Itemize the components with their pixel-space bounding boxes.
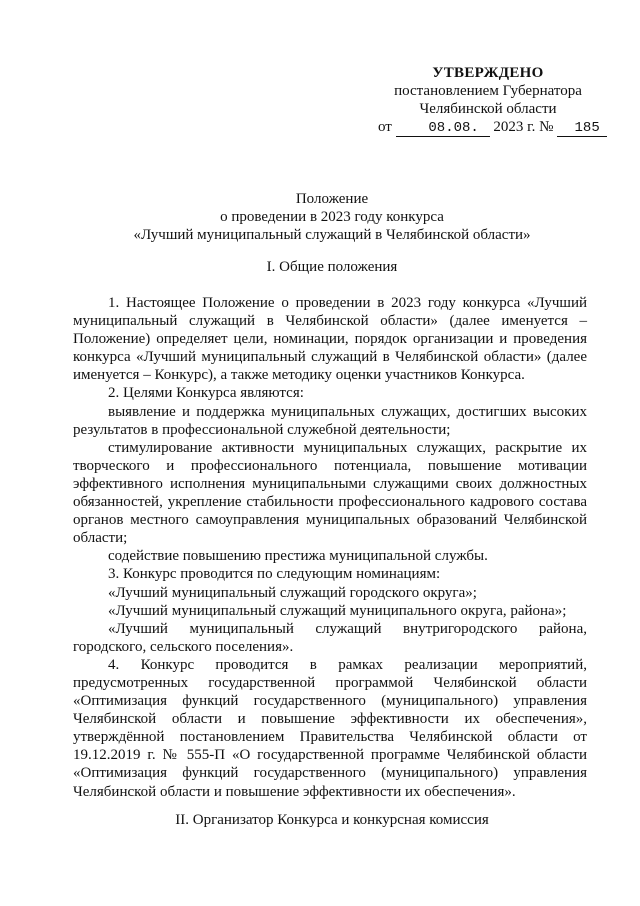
approval-stamp	[378, 64, 598, 137]
approved-label: УТВЕРЖДЕНО	[432, 65, 544, 81]
paragraph: выявление и поддержка муниципальных служащих, достигших высоких результатов в профессиональной служебной деятельности;	[73, 403, 587, 438]
title-line-1: Положение	[295, 191, 369, 207]
document-body	[73, 294, 587, 801]
approval-date-line	[378, 118, 598, 137]
document-title	[72, 190, 592, 244]
approval-line-2: Челябинской области	[419, 101, 557, 117]
paragraph: 2. Целями Конкурса являются:	[108, 385, 304, 402]
section-2-heading: II. Организатор Конкурса и конкурсная комиссия	[175, 812, 489, 828]
paragraph: 1. Настоящее Положение о проведении в 2023 году конкурса «Лучший муниципальный служащий в Челябинской области» (далее именуется – Положение) определяет цели, номинации, порядок организации и проведения конкурса «Лучший муниципальный служащий в Челябинской области» (далее именуется – Конкурс), а также методику оценки участников Конкурса.	[73, 295, 587, 384]
title-line-3: «Лучший муниципальный служащий в Челябинской области»	[133, 227, 531, 243]
paragraph: 3. Конкурс проводится по следующим номинациям:	[108, 566, 441, 583]
approval-date: 08.08.	[396, 121, 490, 137]
paragraph: «Лучший муниципальный служащий муниципального округа, района»;	[108, 602, 567, 619]
section-1-heading: I. Общие положения	[266, 259, 398, 275]
paragraph: 4. Конкурс проводится в рамках реализации мероприятий, предусмотренных государственной программой Челябинской области «Оптимизация функций государственного (муниципального) управления Челябинской области и повышение эффективности их обеспечения», утверждённой постановлением Правительства Челябинской области от 19.12.2019 г. № 555-П «О государственной программе Челябинской области «Оптимизация функций государственного (муниципального) управления Челябинской области и повышение эффективности их обеспечения».	[73, 656, 587, 800]
paragraph: содействие повышению престижа муниципальной службы.	[108, 548, 488, 565]
paragraph: «Лучший муниципальный служащий внутригородского района, городского, сельского поселения».	[73, 620, 587, 655]
approval-line-1: постановлением Губернатора	[394, 83, 582, 99]
approval-year: 2023 г. №	[493, 119, 554, 135]
paragraph: стимулирование активности муниципальных служащих, раскрытие их творческого и профессионального потенциала, повышение мотивации эффективного исполнения муниципальными служащими своих должностных обязанностей, укрепление стабильности профессионального кадрового состава органов местного самоуправления муниципальных образований Челябинской области;	[73, 439, 587, 547]
title-line-2: о проведении в 2023 году конкурса	[220, 209, 444, 225]
approval-number: 185	[557, 121, 607, 137]
paragraph: «Лучший муниципальный служащий городского округа»;	[108, 584, 477, 601]
from-label: от	[378, 119, 392, 135]
